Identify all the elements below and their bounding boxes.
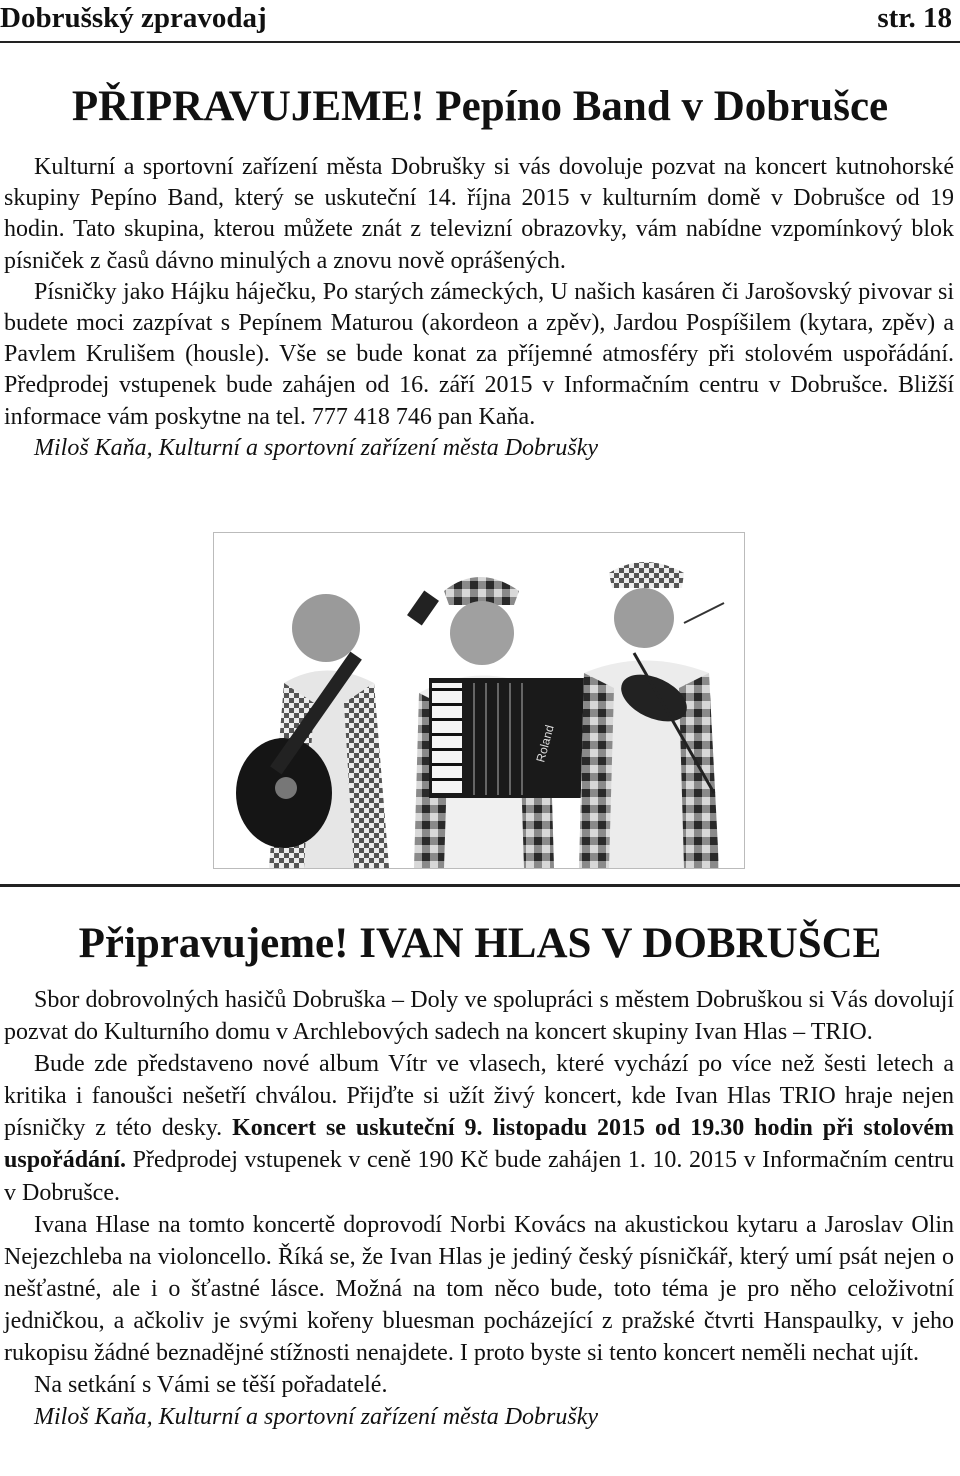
page-number: str. 18: [877, 2, 952, 34]
musician-guitar: [236, 591, 439, 868]
article1-paragraph-1: Kulturní a sportovní zařízení města Dobrušky si vás dovoluje pozvat na koncert kutnohorské skupiny Pepíno Band, který se uskuteční 14. října 2015 v kulturním domě v Dobrušce od 19 hodin. Tato skupina, kterou můžete znát z televizní obrazovky, vám nabídne vzpomínkový blok písniček z časů dávno minulých a znovu nově oprášených.: [4, 154, 954, 274]
article1-title: PŘIPRAVUJEME! Pepíno Band v Dobrušce: [71, 83, 889, 130]
article1-paragraph-2: Písničky jako Hájku háječku, Po starých zámeckých, U našich kasáren či Jarošovský pivovar si budete moci zazpívat s Pepínem Maturou (akordeon a zpěv), Jardou Pospíšilem (kytara, zpěv) a Pavlem Krulišem (housle). Vše se bude konat za příjemné atmosféry při stolovém uspořádání. Předprodej vstupenek bude zahájen od 16. září 2015 v Informačním centru v Dobrušce. Bližší informace vám poskytne na tel. 777 418 746 pan Kaňa.: [4, 278, 954, 430]
article2-paragraph-1: Sbor dobrovolných hasičů Dobruška – Doly ve spolupráci s městem Dobruškou si Vás dovolují pozvat do Kulturního domu v Archlebových sadech na koncert skupiny Ivan Hlas – TRIO.: [4, 987, 954, 1046]
article2-title: [0, 915, 960, 973]
article2-title-prefix: Připravujeme!: [78, 920, 349, 967]
musician-accordion: [414, 577, 584, 868]
article2-paragraph-4: Na setkání s Vámi se těší pořadatelé.: [34, 1372, 388, 1399]
article2-body: [4, 984, 954, 1433]
musician-violin: [579, 562, 724, 868]
article2-paragraph-2-b: Předprodej vstupenek v ceně 190 Kč bude zahájen 1. 10. 2015 v Informačním centru v Dobrušce.: [4, 1147, 954, 1206]
article2-title-main: IVAN HLAS V DOBRUŠCE: [359, 920, 882, 967]
publication-name: Dobrušský zpravodaj: [0, 2, 267, 34]
page-header: [0, 0, 960, 40]
header-rule: [0, 41, 960, 43]
concert-date-highlight: Koncert se uskuteční 9. listopadu 2015 od 19.30 hodin při stolovém uspořádání.: [4, 1115, 954, 1174]
accordion-brand: Roland: [533, 723, 557, 764]
band-photo: [213, 532, 745, 869]
article2-paragraph-3: Ivana Hlase na tomto koncertě doprovodí Norbi Kovács na akustickou kytaru a Jaroslav Olin Nejezchleba na violoncello. Říká se, že Ivan Hlas je jediný český písničkář, který umí psát nejen o nešťastné, ale i o šťastné lásce. Možná na tom něco bude, toto téma je pro něho celoživotní jedničkou, a ačkoliv je svými kořeny bluesman pocházející z pražské čtvrti Hanspaulky, v jeho rukopisu žádné beznadějné stížnosti nenajdete. I proto byste si tento koncert neměli nechat ujít.: [4, 1211, 954, 1367]
article2-signature: Miloš Kaňa, Kulturní a sportovní zařízení města Dobrušky: [34, 1404, 599, 1431]
section-divider: [0, 884, 960, 887]
article1-signature: Miloš Kaňa, Kulturní a sportovní zařízení města Dobrušky: [34, 434, 599, 461]
article1-body: [4, 152, 954, 464]
article2-paragraph-2: [4, 1048, 954, 1208]
article2-paragraph-2-a: Bude zde představeno nové album Vítr ve vlasech, které vychází po více než šesti letech a kritika i fanoušci nešetří chválou. Přijďte si užít živý koncert, kde Ivan Hlas TRIO hraje nejen písničky z této desky.: [4, 1051, 954, 1142]
